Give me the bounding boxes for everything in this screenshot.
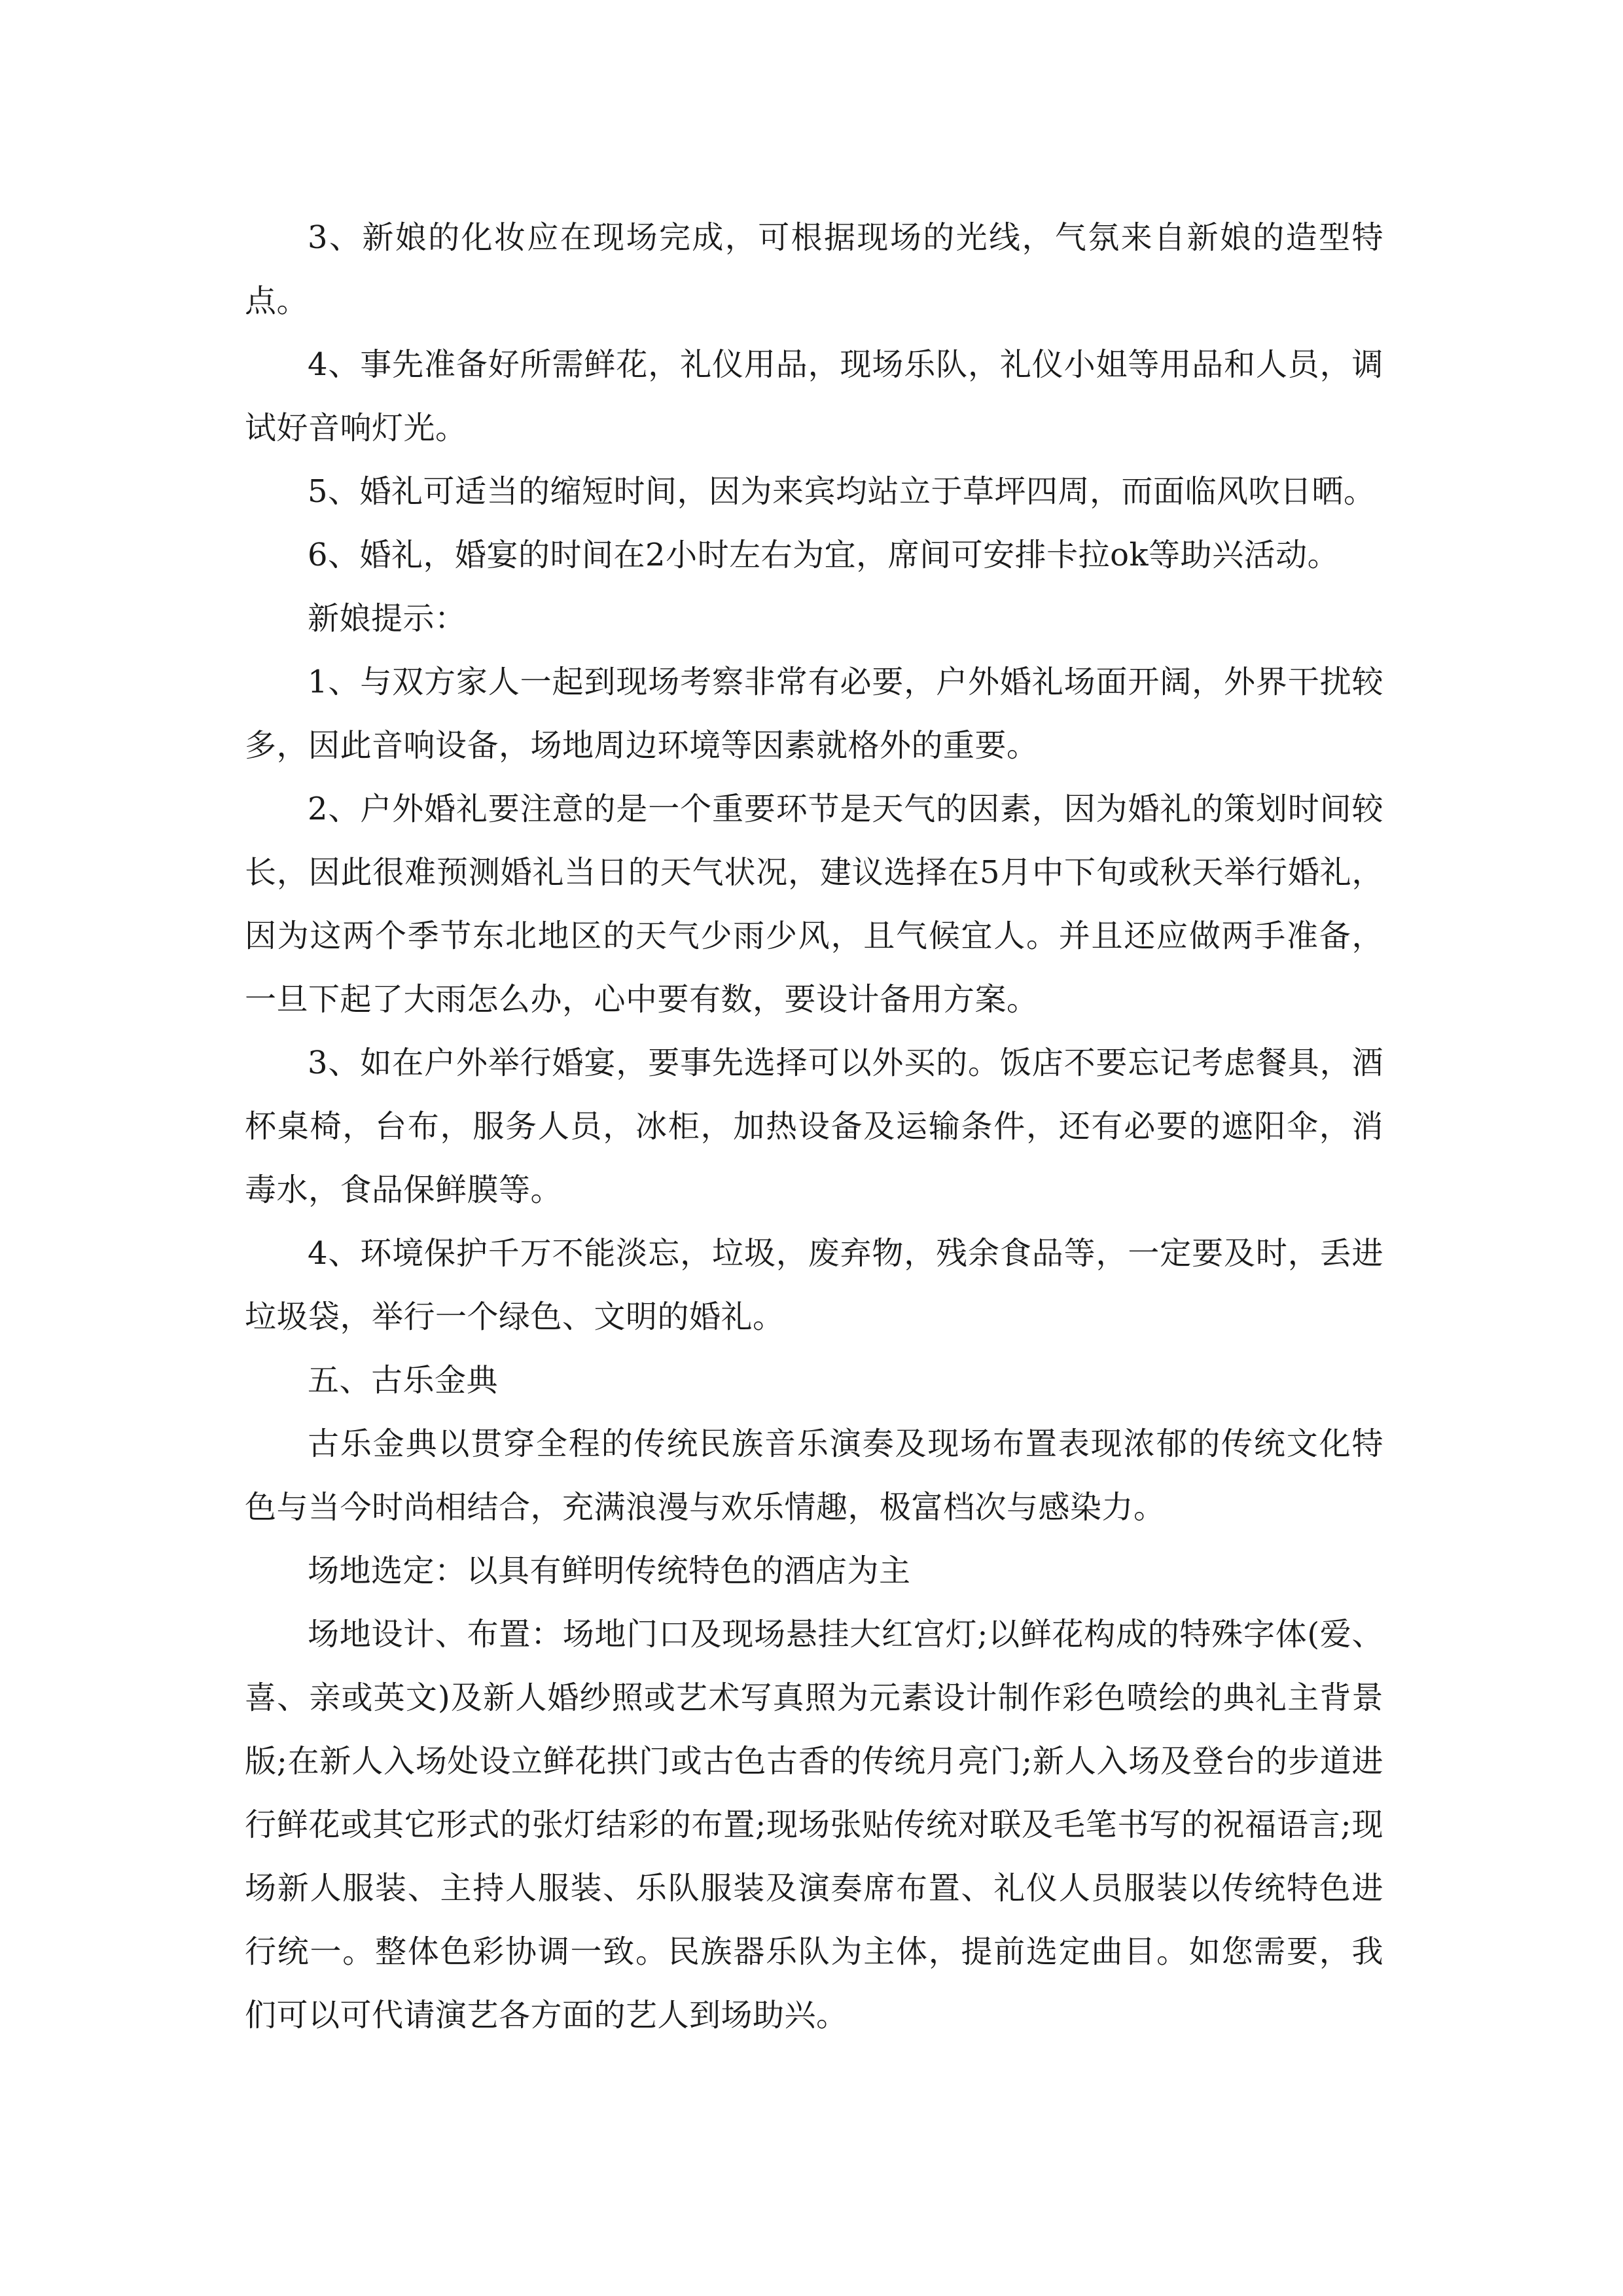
paragraph-site-inspection: 1、与双方家人一起到现场考察非常有必要，户外婚礼场面开阔，外界干扰较多，因此音响设备，场地周边环境等因素就格外的重要。 [245, 664, 1383, 764]
paragraph-shorten-time: 5、婚礼可适当的缩短时间，因为来宾均站立于草坪四周，而面临风吹日晒。 [308, 473, 1376, 510]
paragraph-venue-design: 场地设计、布置：场地门口及现场悬挂大红宫灯;以鲜花构成的特殊字体(爱、喜、亲或英文)及新人婚纱照或艺术写真照为元素设计制作彩色喷绘的典礼主背景版;在新人入场处设立鲜花拱门或古色古香的传统月亮门;新人入场及登台的步道进行鲜花或其它形式的张灯结彩的布置;现场张贴传统对联及毛笔书写的祝福语言;现场新人服装、主持人服装、乐队服装及演奏席布置、礼仪人员服装以传统特色进行统一。整体色彩协调一致。民族器乐队为主体，提前选定曲目。如您需要，我们可以可代请演艺各方面的艺人到场助兴。 [245, 1616, 1383, 2034]
paragraph-environment: 4、环境保护千万不能淡忘，垃圾，废弃物，残余食品等，一定要及时，丢进垃圾袋，举行一个绿色、文明的婚礼。 [245, 1235, 1383, 1335]
section-heading-guyue: 五、古乐金典 [308, 1362, 499, 1399]
paragraph-banquet-time: 6、婚礼，婚宴的时间在2小时左右为宜，席间可安排卡拉ok等助兴活动。 [308, 537, 1340, 573]
paragraph-weather: 2、户外婚礼要注意的是一个重要环节是天气的因素，因为婚礼的策划时间较长，因此很难预测婚礼当日的天气状况，建议选择在5月中下旬或秋天举行婚礼，因为这两个季节东北地区的天气少雨少风，且气候宜人。并且还应做两手准备，一旦下起了大雨怎么办，心中要有数，要设计备用方案。 [245, 791, 1383, 1018]
document-body [245, 206, 1383, 2047]
paragraph-makeup: 3、新娘的化妆应在现场完成，可根据现场的光线，气氛来自新娘的造型特点。 [245, 219, 1383, 319]
paragraph-preparation: 4、事先准备好所需鲜花，礼仪用品，现场乐队，礼仪小姐等用品和人员，调试好音响灯光。 [245, 346, 1383, 446]
paragraph-venue-selection: 场地选定：以具有鲜明传统特色的酒店为主 [308, 1552, 911, 1589]
paragraph-bride-tips-heading: 新娘提示： [308, 600, 467, 637]
paragraph-guyue-intro: 古乐金典以贯穿全程的传统民族音乐演奏及现场布置表现浓郁的传统文化特色与当今时尚相结合，充满浪漫与欢乐情趣，极富档次与感染力。 [245, 1426, 1383, 1526]
paragraph-outdoor-banquet: 3、如在户外举行婚宴，要事先选择可以外买的。饭店不要忘记考虑餐具，酒杯桌椅，台布，服务人员，冰柜，加热设备及运输条件，还有必要的遮阳伞，消毒水，食品保鲜膜等。 [245, 1045, 1383, 1208]
